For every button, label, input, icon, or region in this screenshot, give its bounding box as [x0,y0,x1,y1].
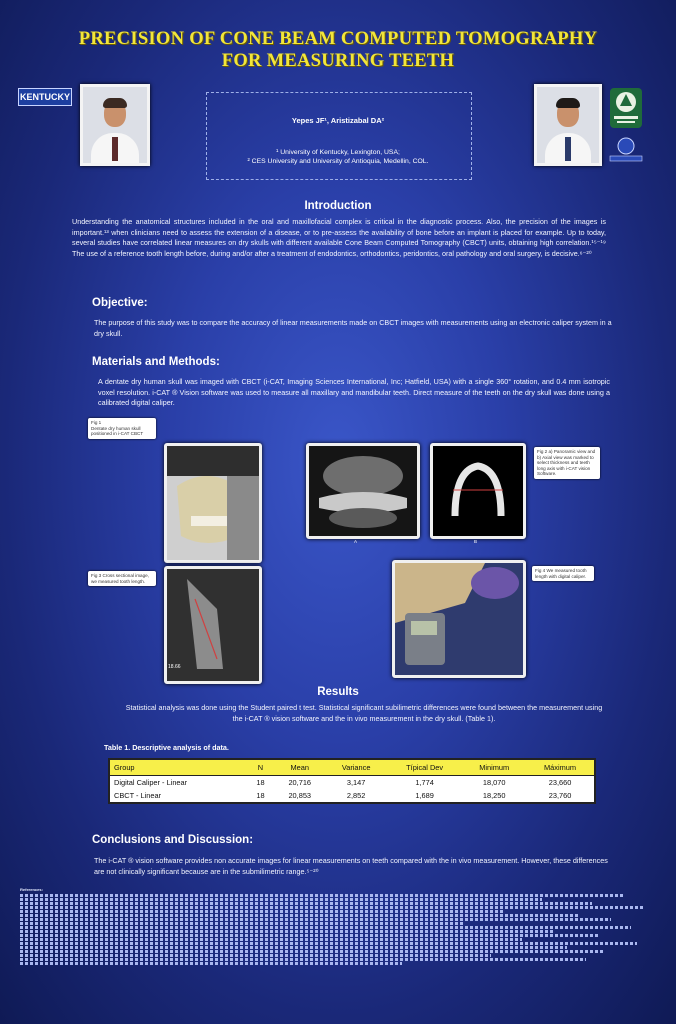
poster-title [40,28,636,72]
title-line-2: FOR MEASURING TEETH [221,51,455,71]
methods-text: A dentate dry human skull was imaged with CBCT (i-CAT, Imaging Sciences International, Inc; Hatfield, USA) with a single 360° rotation, and 0.4 mm isotropic voxel resolution. i-CAT ® Vision software was used to measure all maxillary and mandibular teeth. Direct measure of the teeth on the dry skull was done using a calibrated digital caliper. [98,377,610,407]
author-photo-left [80,84,150,166]
col-header-mean: Mean [274,759,325,776]
cell-variance: 2,852 [346,791,366,800]
cell-mean: 20,716 [288,778,312,787]
references-heading: References: [20,887,43,892]
university-of-antioquia-logo [608,86,644,130]
cell-std-dev: 1,774 [415,778,434,787]
col-header-group: Group [109,759,247,776]
col-header-variance: Variance [325,759,386,776]
author-names: Yepes JF¹, Aristizabal DA² [291,116,385,125]
university-of-kentucky-logo: KENTUCKY [18,88,72,106]
fig1-cbct-skull-image [164,443,262,563]
col-header-n: N [247,759,274,776]
cell-minimum: 18,250 [482,791,506,800]
author-box [206,92,472,180]
cell-n: 18 [256,791,265,800]
fig3-measurement-readout: 18.66 [168,664,181,670]
cell-variance: 3,147 [346,778,366,787]
cell-maximum: 23,660 [548,778,572,787]
objective-text: The purpose of this study was to compare the accuracy of linear measurements made on CBCT images with measurements using an electronic caliper system in a dry skull. [94,318,612,338]
table-caption: Table 1. Descriptive analysis of data. [104,743,229,752]
introduction-text: Understanding the anatomical structures included in the oral and maxillofacial complex is critical in the diagnostic process. Also, the precision of the images is important.¹³ when clinicians need to assess the extension of a disease, or to pre-assess the availability of bone before an implant is placed for example. Up to today, several studies have correlated linear measures on dry skulls with different available Cone Beam Computed Tomography (CBCT) units, obtaining high correlation.¹⁵⁻¹⁹ The use of a reference tooth length before, during and/or after a treatment of endodontics, orthodontics, peridontics, oral pathology and oral surgery, is decisive.⁶⁻²⁰ [72,217,606,258]
references-list [20,894,656,965]
author-photo-right [534,84,602,166]
cell-mean: 20,853 [288,791,312,800]
table-row [109,789,595,803]
cell-n: 18 [256,778,265,787]
references-section [20,888,656,966]
fig2-caption-b: B [474,539,478,544]
fig1-label: Fig 1 Dentate dry human skull positioned in i-CAT CBCT [88,418,156,439]
table-row [109,776,595,790]
ces-university-logo [604,136,648,164]
descriptive-stats-table [108,758,596,804]
affiliation-1: ¹ University of Kentucky, Lexington, USA; [276,149,400,156]
title-line-1: PRECISION OF CONE BEAM COMPUTED TOMOGRAPHY [78,29,598,49]
conclusions-heading: Conclusions and Discussion: [92,834,254,846]
col-header-std-dev: Típical Dev [387,759,462,776]
introduction-heading: Introduction [304,200,372,212]
table-header-row [109,759,595,776]
results-text: Statistical analysis was done using the Student paired t test. Statistical significant subilimetric differences were found between the measurement using the i-CAT ® vision software and the in vivo measurement in the dry skull. (Table 1). [125,703,603,723]
col-header-minimum: Minimum [462,759,526,776]
results-heading: Results [317,686,359,698]
methods-heading: Materials and Methods: [92,356,220,368]
affiliations [206,148,470,166]
fig2-caption-a: A [354,539,358,544]
cell-maximum: 23,760 [548,791,572,800]
fig2-label: Fig 2 a) Panoramic view and b) Axial view was marked to select thickness and teeth long axis with i-CAT vision Software. [534,447,600,479]
fig2b-axial-image [430,443,526,539]
conclusions-text: The i-CAT ® vision software provides non accurate images for linear measurements on teeth compared with the in vivo measurement. However, these differences are not clinically significant because are in the submilimetric range.⁵⁻²⁰ [94,856,608,876]
affiliation-2: ² CES University and University of Antioquia, Medellin, COL. [247,158,429,165]
cell-group: CBCT - Linear [114,791,162,800]
cell-std-dev: 1,689 [415,791,434,800]
col-header-maximum: Máximum [526,759,595,776]
fig4-caliper-image [392,560,526,678]
fig2a-panoramic-image [306,443,420,539]
fig4-label: Fig 4 We measured tooth length with digital caliper. [532,566,594,581]
cell-minimum: 18,070 [482,778,506,787]
cell-group: Digital Caliper - Linear [114,778,188,787]
fig3-label: Fig 3 Cross sectional image, we measured tooth length. [88,571,156,586]
objective-heading: Objective: [92,297,148,309]
